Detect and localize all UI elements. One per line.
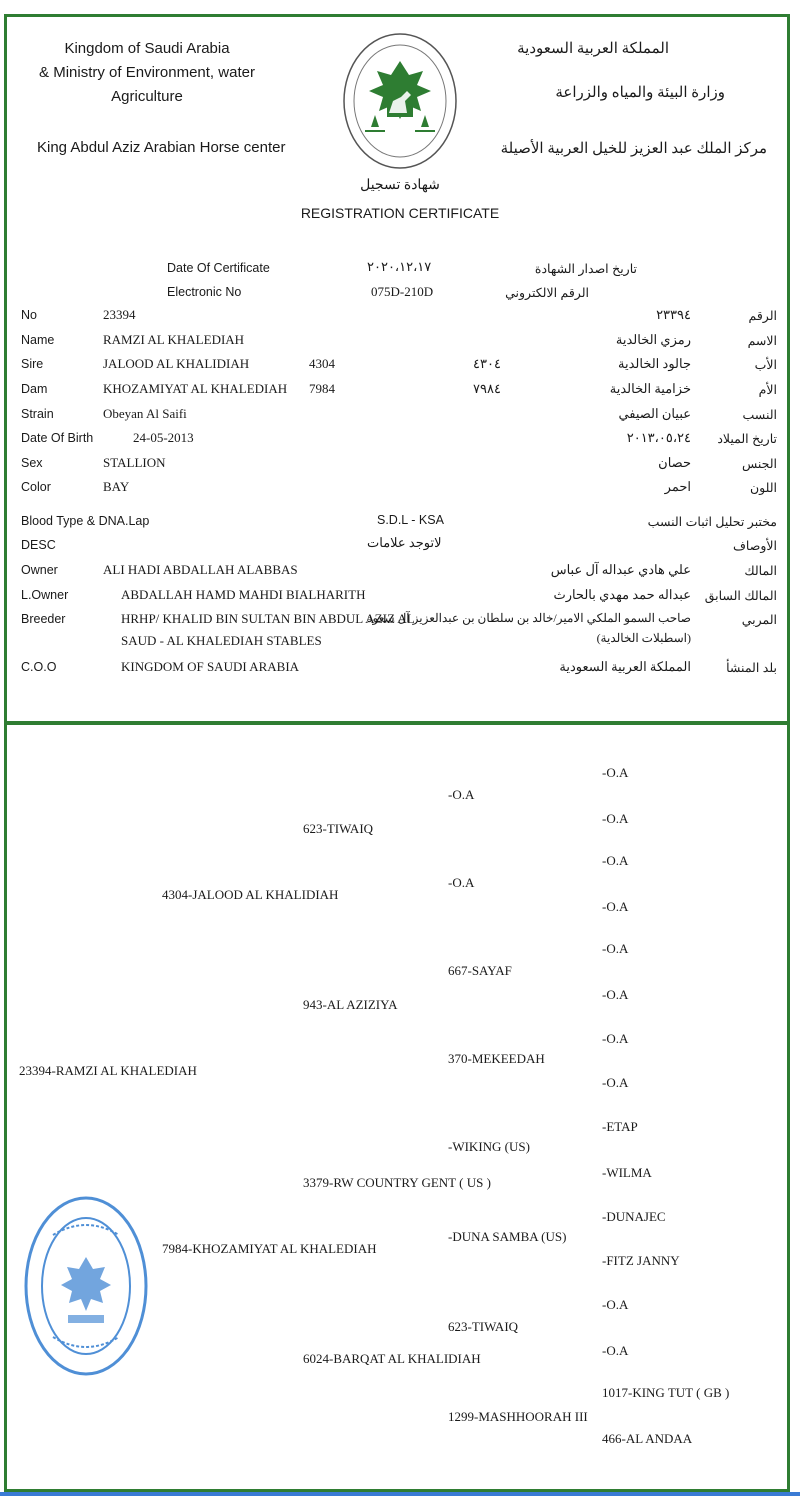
field-label-ar: الجنس [741,457,777,471]
title-ar: شهادة تسجيل [360,178,440,193]
field-label: Dam [21,382,48,396]
field-label-ar: اللون [749,481,777,495]
blood-label: Blood Type & DNA.Lap [21,514,150,528]
field-value: BAY [103,479,130,494]
field-label-ar: الاسم [747,334,777,348]
blood-label-ar: مختبر تحليل اثبات النسب [647,515,777,529]
field-label-ar: تاريخ الميلاد [717,432,777,446]
pedigree-g3: 943-AL AZIZIYA [303,997,398,1012]
date-label-ar: تاريخ اصدار الشهادة [534,262,637,276]
electronic-label: Electronic No [167,285,242,299]
field-value: Obeyan Al Saifi [103,406,187,421]
header-en-line2: & Ministry of Environment, water [39,64,255,81]
field-value: STALLION [103,455,166,470]
lowner-value-ar: عبداله حمد مهدي بالحارث [553,587,691,602]
date-label: Date Of Certificate [167,261,270,275]
pedigree-g4: -DUNA SAMBA (US) [448,1229,567,1244]
owner-label-ar: المالك [744,564,777,578]
field-value-ar: رمزي الخالدية [615,332,691,347]
desc-label: DESC [21,538,56,552]
header-ar-center: مركز الملك عبد العزيز للخيل العربية الأصيلة [500,141,767,157]
pedigree-g5: -O.A [602,899,629,914]
coo-label: C.O.O [21,660,57,674]
field-label: Date Of Birth [21,431,94,445]
breeder-value-ar-line1: صاحب السمو الملكي الامير/خالد بن سلطان بن عبدالعزيز آل سعود [367,611,691,625]
breeder-label-ar: المربي [741,613,777,627]
header-en-line1: Kingdom of Saudi Arabia [64,40,230,57]
horse-center-logo-icon [341,31,459,171]
pedigree-g5: -O.A [602,853,629,868]
official-seal-icon [23,1195,149,1377]
header-en-center: King Abdul Aziz Arabian Horse center [37,139,286,156]
coo-value-ar: المملكة العربية السعودية [559,659,691,674]
field-extra: 7984 [309,381,335,396]
pedigree-g3: 623-TIWAIQ [303,821,374,836]
field-value-ar: ٢٠١٣،٠٥،٢٤ [626,430,691,445]
field-value-ar: احمر [664,479,691,494]
field-value-ar: ٢٣٣٩٤ [656,307,691,322]
certificate-info-panel [4,14,790,724]
field-label: Name [21,333,55,347]
pedigree-g4: -O.A [448,787,475,802]
desc-value-ar: لاتوجد علامات [367,535,442,550]
breeder-value-line1: HRHP/ KHALID BIN SULTAN BIN ABDUL AZIZ AL [121,611,415,626]
field-value-ar: حصان [658,455,691,470]
breeder-label: Breeder [21,612,66,626]
pedigree-g3: 6024-BARQAT AL KHALIDIAH [303,1351,481,1366]
field-value: JALOOD AL KHALIDIAH [103,356,250,371]
owner-label: Owner [21,563,58,577]
field-value: 24-05-2013 [133,430,194,445]
pedigree-dam: 7984-KHOZAMIYAT AL KHALEDIAH [162,1241,377,1256]
pedigree-root: 23394-RAMZI AL KHALEDIAH [19,1063,197,1078]
owner-value-ar: علي هادي عبداله آل عباس [550,562,691,577]
pedigree-g5: -O.A [602,811,629,826]
pedigree-g5: -ETAP [602,1119,638,1134]
field-label: Sex [21,456,43,470]
pedigree-g5: -O.A [602,1297,629,1312]
pedigree-g5: -O.A [602,987,629,1002]
field-value: RAMZI AL KHALEDIAH [103,332,245,347]
pedigree-sire: 4304-JALOOD AL KHALIDIAH [162,887,339,902]
pedigree-g4: 370-MEKEEDAH [448,1051,545,1066]
pedigree-g5: 466-AL ANDAA [602,1431,693,1446]
field-value-ar: جالود الخالدية [617,356,691,371]
breeder-value-line2: SAUD - AL KHALEDIAH STABLES [121,633,322,648]
field-label: Sire [21,357,44,371]
pedigree-g5: -FITZ JANNY [602,1253,680,1268]
field-extra-ar: ٧٩٨٤ [473,381,501,396]
field-label-ar: النسب [742,408,777,422]
pedigree-g5: -O.A [602,765,629,780]
pedigree-g4: -WIKING (US) [448,1139,530,1154]
breeder-value-ar-line2: (اسطبلات الخالدية) [596,631,691,645]
header-ar-line1: المملكة العربية السعودية [517,41,669,57]
coo-value: KINGDOM OF SAUDI ARABIA [121,659,300,674]
field-label-ar: الرقم [748,309,777,323]
lowner-label: L.Owner [21,588,69,602]
pedigree-panel [4,722,790,1492]
pedigree-g5: -WILMA [602,1165,652,1180]
pedigree-g4: -O.A [448,875,475,890]
pedigree-g4: 667-SAYAF [448,963,512,978]
blood-value: S.D.L - KSA [377,513,444,527]
owner-value: ALI HADI ABDALLAH ALABBAS [103,562,298,577]
electronic-label-ar: الرقم الالكتروني [505,286,589,300]
field-label: Color [21,480,51,494]
header-en-line3: Agriculture [111,88,183,105]
field-label-ar: الأم [758,383,777,397]
pedigree-g5: -O.A [602,1343,629,1358]
pedigree-g5: -O.A [602,1031,629,1046]
field-label-ar: الأب [754,358,777,372]
pedigree-g3: 3379-RW COUNTRY GENT ( US ) [303,1175,491,1190]
pedigree-g5: -O.A [602,941,629,956]
field-value-ar: عبيان الصيفي [618,406,691,421]
bottom-blue-rule [0,1492,800,1496]
field-extra-ar: ٤٣٠٤ [473,356,501,371]
lowner-value: ABDALLAH HAMD MAHDI BIALHARITH [121,587,366,602]
coo-label-ar: بلد المنشأ [726,661,777,675]
header-ar-line2: وزارة البيئة والمياه والزراعة [555,85,725,101]
field-label: No [21,308,37,322]
date-value: ٢٠٢٠،١٢،١٧ [367,259,432,274]
field-value: 23394 [103,307,136,322]
header-en [27,37,267,109]
title-en: REGISTRATION CERTIFICATE [300,205,500,221]
pedigree-g5: -O.A [602,1075,629,1090]
field-extra: 4304 [309,356,335,371]
field-label: Strain [21,407,54,421]
field-value-ar: خزامية الخالدية [609,381,691,396]
pedigree-g4: 623-TIWAIQ [448,1319,519,1334]
desc-label-ar: الأوصاف [732,539,777,553]
field-value: KHOZAMIYAT AL KHALEDIAH [103,381,288,396]
pedigree-g5: -DUNAJEC [602,1209,666,1224]
electronic-value: 075D-210D [371,284,434,299]
lowner-label-ar: المالك السابق [704,589,777,603]
pedigree-g5: 1017-KING TUT ( GB ) [602,1385,730,1400]
pedigree-g4: 1299-MASHHOORAH III [448,1409,588,1424]
